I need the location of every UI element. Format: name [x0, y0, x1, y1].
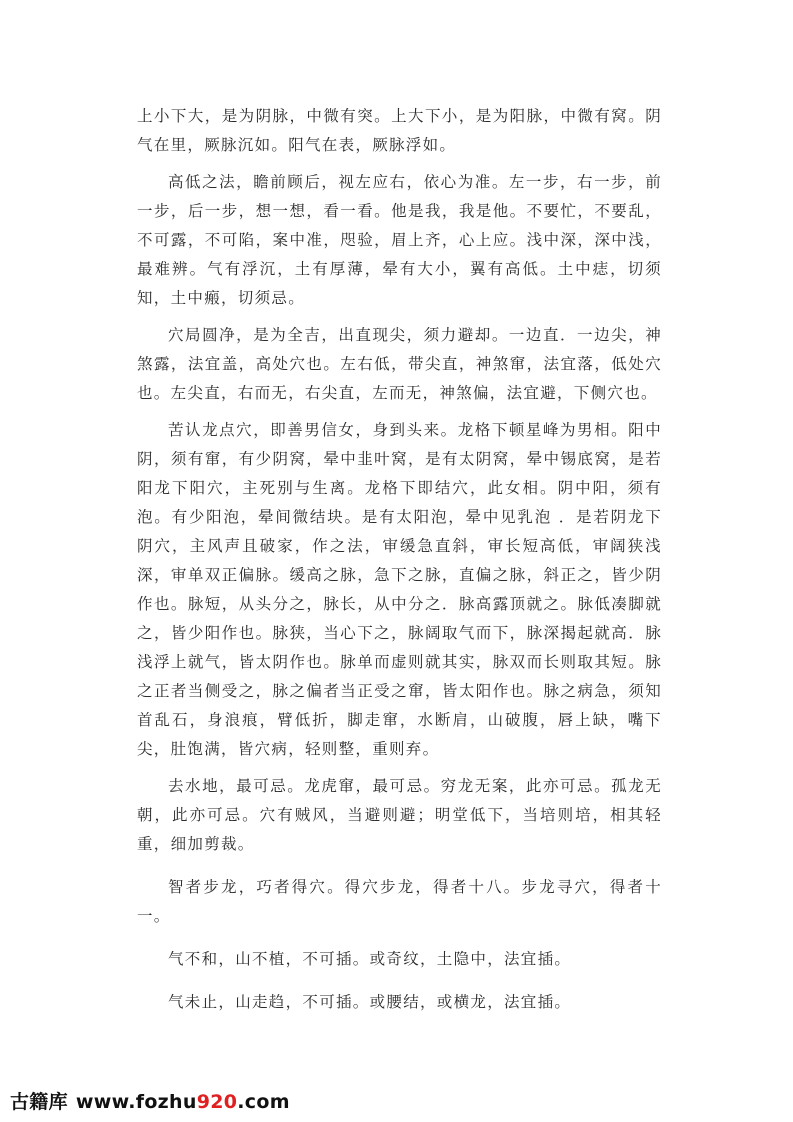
site-watermark [10, 1087, 290, 1114]
body-text [137, 102, 662, 1017]
site-url [76, 1091, 290, 1113]
site-url-prefix: www.fozhu [75, 1091, 197, 1113]
paragraph-3: 穴局圆净，是为全吉，出直现尖，须力避却。一边直．一边尖，神煞露，法宜盖，高处穴也。左右低，带尖直，神煞窜，法宜落，低处穴也。左尖直，右而无，右尖直，左而无，神煞偏，法宜避，下侧穴也。 [137, 326, 662, 402]
paragraph-5: 去水地，最可忌。龙虎窜，最可忌。穷龙无案，此亦可忌。孤龙无朝，此亦可忌。穴有贼风，当避则避；明堂低下，当培则培，相其轻重，细加剪裁。 [137, 777, 662, 853]
paragraph-2: 高低之法，瞻前顾后，视左应右，依心为准。左一步，右一步，前一步，后一步，想一想，看一看。他是我，我是他。不要忙，不要乱，不可露，不可陷，案中准，咫验，眉上齐，心上应。浅中深，深中浅，最难辨。气有浮沉，土有厚薄，晕有大小，翼有高低。土中痣，切须知，土中瘢，切须忌。 [137, 173, 662, 307]
site-name: 古籍库 [10, 1091, 68, 1113]
paragraph-7: 气不和，山不植，不可插。或奇纹，土隐中，法宜插。 [168, 950, 572, 968]
paragraph-6: 智者步龙，巧者得穴。得穴步龙，得者十八。步龙寻穴，得者十一。 [137, 878, 662, 925]
paragraph-1: 上小下大，是为阴脉，中微有突。上大下小，是为阳脉，中微有窝。阴气在里，厥脉沉如。阳气在表，厥脉浮如。 [137, 107, 662, 154]
site-url-suffix: .com [237, 1091, 290, 1113]
site-url-accent: 920 [196, 1091, 238, 1113]
paragraph-8: 气未止，山走趋，不可插。或腰结，或横龙，法宜插。 [168, 993, 572, 1011]
paragraph-4: 苦认龙点穴，即善男信女，身到头来。龙格下顿星峰为男相。阳中阴，须有窜，有少阴窝，晕中韭叶窝，是有太阴窝，晕中锡底窝，是若阳龙下阳穴，主死别与生离。龙格下即结穴，此女相。阴中阳，须有泡。有少阳泡，晕间微结块。是有太阳泡，晕中见乳泡 ．是若阴龙下阴穴，主风声且破家，作之法，审缓急直斜，审长短高低，审阔狭浅深，审单双正偏脉。缓高之脉，急下之脉，直偏之脉，斜正之，皆少阴作也。脉短，从头分之，脉长，从中分之．脉高露顶就之。脉低凑脚就之，皆少阳作也。脉狭，当心下之，脉阔取气而下，脉深揭起就高．脉浅浮上就气，皆太阴作也。脉单而虚则就其实，脉双而长则取其短。脉之正者当侧受之，脉之偏者当正受之窜，皆太阳作也。脉之病急，须知首乱石，身浪痕，臂低折，脚走窜，水断肩，山破腹，唇上缺，嘴下尖，肚饱满，皆穴病，轻则整，重则弃。 [137, 421, 662, 758]
